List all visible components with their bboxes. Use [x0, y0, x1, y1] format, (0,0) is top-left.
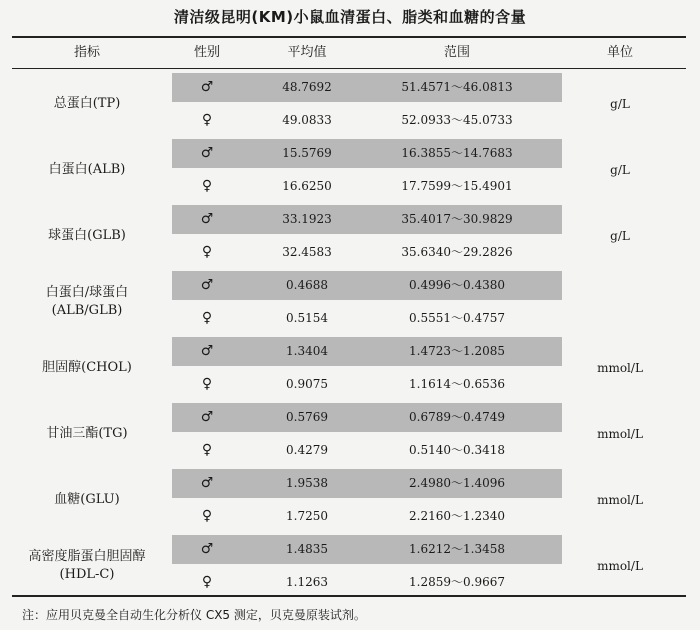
indicator-label-text: 高密度脂蛋白胆固醇 (HDL-C) [28, 549, 146, 582]
indicator-label-text: 总蛋白(TP) [53, 96, 121, 111]
header-indicator: 指标 [73, 45, 100, 60]
range-value: 51.4571～46.0813 [401, 80, 513, 94]
indicator-label-text: 甘油三酯(TG) [46, 426, 128, 441]
male-symbol: ♂ [200, 211, 214, 227]
range-value: 0.5551～0.4757 [409, 311, 505, 325]
header-range: 范围 [443, 45, 470, 60]
range-value: 1.4723～1.2085 [409, 344, 505, 358]
table-row-male [12, 335, 686, 368]
table-row-female [12, 104, 686, 137]
header-sex: 性别 [193, 45, 220, 60]
indicator-label-text: 白蛋白/球蛋白 (ALB/GLB) [45, 285, 129, 318]
unit-cell: g/L [610, 229, 630, 243]
range-value: 35.4017～30.9829 [401, 212, 513, 226]
female-symbol: ♀ [201, 574, 213, 590]
indicator-label-text: 球蛋白(GLB) [48, 228, 126, 243]
mean-value: 0.5769 [286, 410, 328, 424]
mean-value: 0.9075 [286, 377, 328, 391]
male-symbol: ♂ [200, 145, 214, 161]
mean-value: 1.4835 [286, 542, 328, 556]
male-symbol: ♂ [200, 409, 214, 425]
bottom-rule [12, 595, 686, 597]
mean-value: 1.3404 [286, 344, 328, 358]
mean-value: 1.1263 [286, 575, 328, 589]
table-row-female [12, 368, 686, 401]
male-symbol: ♂ [200, 541, 214, 557]
unit-cell: mmol/L [597, 559, 643, 573]
indicator-label-text: 胆固醇(CHOL) [42, 360, 132, 375]
male-symbol: ♂ [200, 475, 214, 491]
table-row-male [12, 467, 686, 500]
female-symbol: ♀ [201, 244, 213, 260]
table-row-male [12, 203, 686, 236]
mean-value: 48.7692 [282, 80, 332, 94]
range-value: 35.6340～29.2826 [401, 245, 513, 259]
female-symbol: ♀ [201, 508, 213, 524]
range-value: 52.0933～45.0733 [401, 113, 513, 127]
mean-value: 0.4279 [286, 443, 328, 457]
range-value: 0.5140～0.3418 [409, 443, 505, 457]
unit-cell: mmol/L [597, 493, 643, 507]
mean-value: 33.1923 [282, 212, 332, 226]
mean-value: 0.4688 [286, 278, 328, 292]
table-note: 注：应用贝克曼全自动生化分析仪 CX5 测定，贝克曼原装试剂。 [22, 608, 366, 622]
table-row-female [12, 500, 686, 533]
female-symbol: ♀ [201, 178, 213, 194]
unit-cell: g/L [610, 97, 630, 111]
top-rule [12, 36, 686, 38]
table-title: 清洁级昆明(KM)小鼠血清蛋白、脂类和血糖的含量 [173, 8, 527, 26]
unit-cell: g/L [610, 163, 630, 177]
table-row-male [12, 71, 686, 104]
range-value: 0.4996～0.4380 [409, 278, 505, 292]
mean-value: 49.0833 [282, 113, 332, 127]
range-value: 2.4980～1.4096 [409, 476, 505, 490]
header-unit: 单位 [606, 45, 633, 60]
header-mean: 平均值 [287, 45, 327, 60]
table-row-male [12, 269, 686, 302]
range-value: 0.6789～0.4749 [409, 410, 505, 424]
mean-value: 0.5154 [286, 311, 328, 325]
mean-value: 1.9538 [286, 476, 328, 490]
indicator-label-text: 血糖(GLU) [54, 492, 120, 507]
female-symbol: ♀ [201, 112, 213, 128]
table-row-female [12, 434, 686, 467]
mean-value: 16.6250 [282, 179, 332, 193]
table-row-male [12, 137, 686, 170]
indicator-label-text: 白蛋白(ALB) [48, 162, 126, 177]
mean-value: 32.4583 [282, 245, 332, 259]
range-value: 1.6212～1.3458 [409, 542, 505, 556]
mean-value: 15.5769 [282, 146, 332, 160]
female-symbol: ♀ [201, 310, 213, 326]
male-symbol: ♂ [200, 277, 214, 293]
table-row-male [12, 533, 686, 566]
table-row-female [12, 170, 686, 203]
range-value: 2.2160～1.2340 [409, 509, 505, 523]
male-symbol: ♂ [200, 343, 214, 359]
table-row-male [12, 401, 686, 434]
table-row-female [12, 236, 686, 269]
header-rule [12, 68, 686, 69]
unit-cell: mmol/L [597, 361, 643, 375]
female-symbol: ♀ [201, 442, 213, 458]
range-value: 1.1614～0.6536 [409, 377, 505, 391]
male-symbol: ♂ [200, 79, 214, 95]
unit-cell: mmol/L [597, 427, 643, 441]
range-value: 16.3855～14.7683 [401, 146, 513, 160]
table-row-female [12, 302, 686, 335]
female-symbol: ♀ [201, 376, 213, 392]
range-value: 1.2859～0.9667 [409, 575, 505, 589]
mean-value: 1.7250 [286, 509, 328, 523]
range-value: 17.7599～15.4901 [401, 179, 513, 193]
